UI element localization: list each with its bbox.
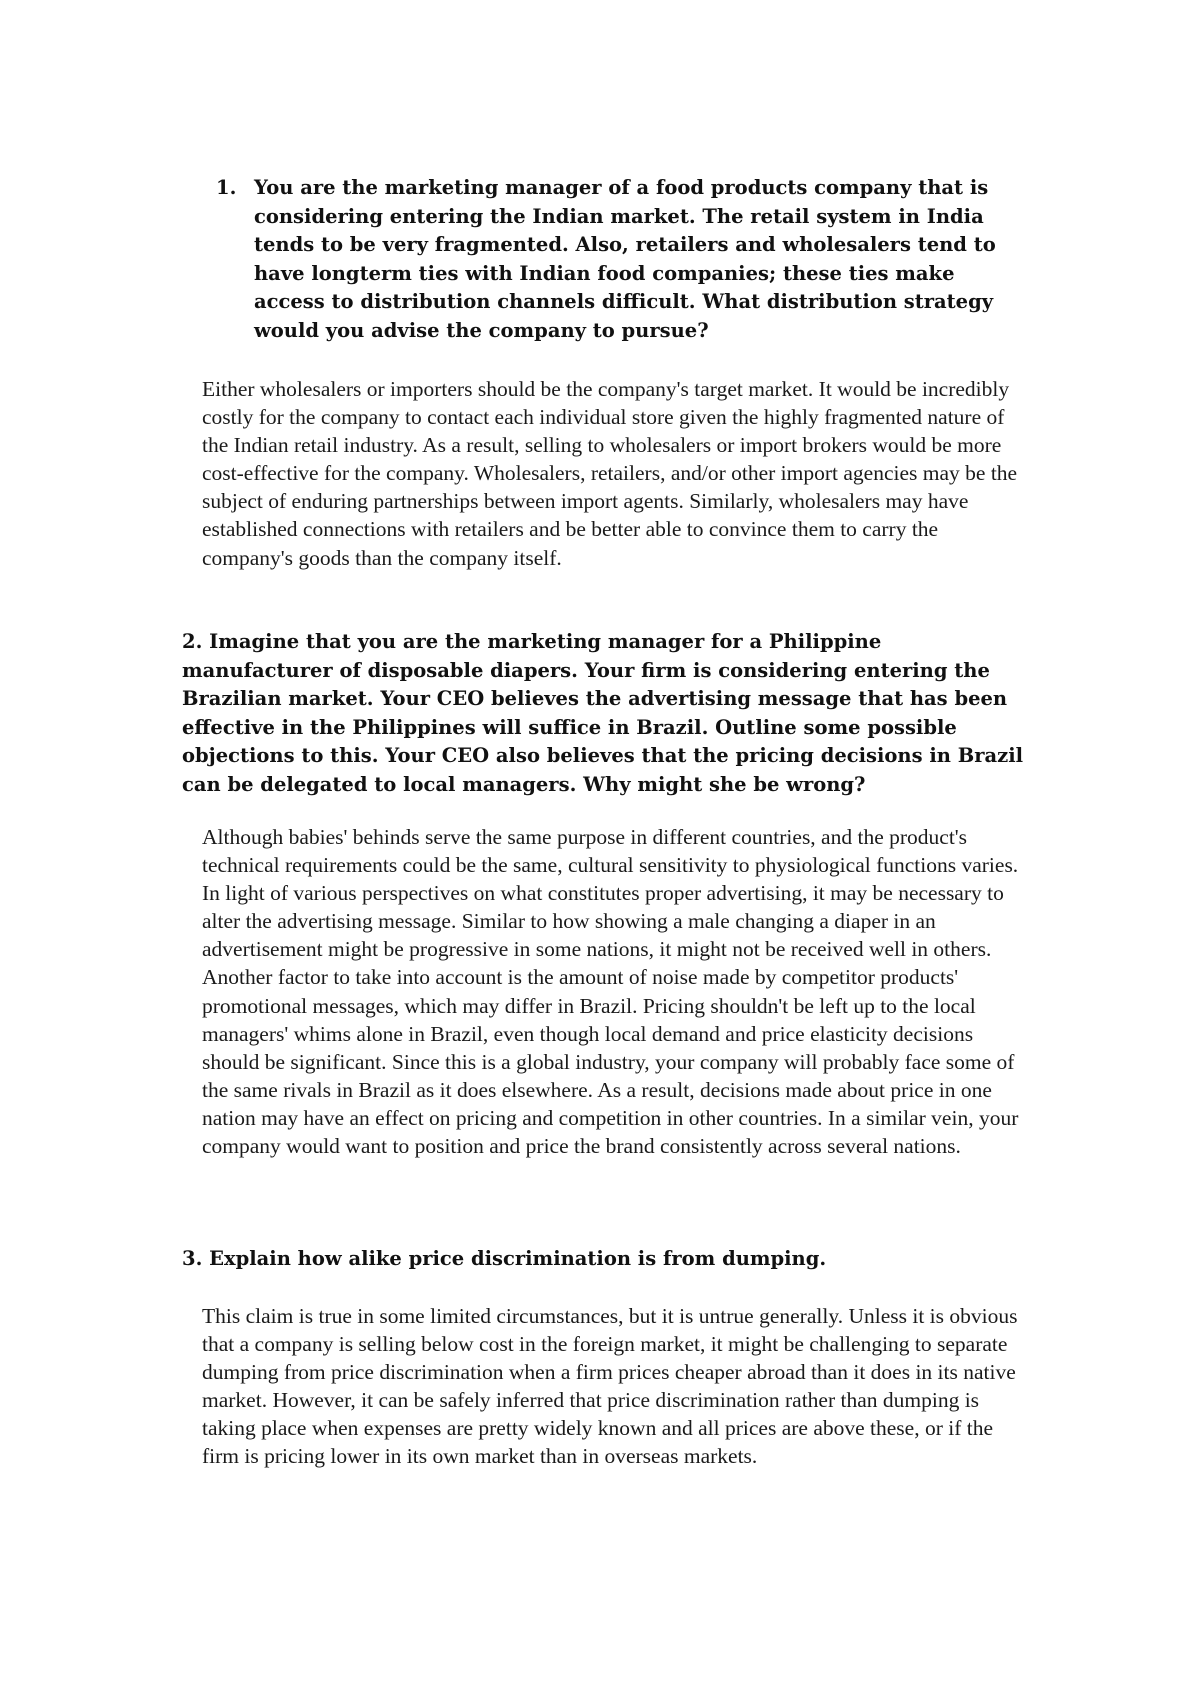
question-3: 3. Explain how alike price discrimination is from dumping.: [182, 1247, 827, 1270]
answer-2: Although babies' behinds serve the same purpose in different countries, and the product's technical requirements could be the same, cultural sensitivity to physiological functions varies. In light of various perspectives on what constitutes proper advertising, it may be necessary to alter the advertising message. Similar to how showing a male changing a diaper in an advertisement might be progressive in some nations, it might not be received well in others. Another factor to take into account is the amount of noise made by competitor products' promotional messages, which may differ in Brazil. Pricing shouldn't be left up to the local managers' whims alone in Brazil, even though local demand and price elasticity decisions should be significant. Since this is a global industry, your company will probably face some of the same rivals in Brazil as it does elsewhere. As a result, decisions made about price in one nation may have an effect on pricing and competition in other countries. In a similar vein, your company would want to position and price the brand consistently across several nations.: [202, 825, 1019, 1159]
answer-1: Either wholesalers or importers should be the company's target market. It would be incredibly costly for the company to contact each individual store given the highly fragmented nature of the Indian retail industry. As a result, selling to wholesalers or import brokers would be more cost-effective for the company. Wholesalers, retailers, and/or other import agencies may be the subject of enduring partnerships between import agents. Similarly, wholesalers may have established connections with retailers and be better able to convince them to carry the company's goods than the company itself.: [202, 377, 1018, 570]
question-1: [216, 174, 1006, 346]
answer-3: This claim is true in some limited circumstances, but it is untrue generally. Unless it is obvious that a company is selling below cost in the foreign market, it might be challenging to separate dumping from price discrimination when a firm prices cheaper abroad than it does in its native market. However, it can be safely inferred that price discrimination rather than dumping is taking place when expenses are pretty widely known and all prices are above these, or if the firm is pricing lower in its own market than in overseas markets.: [202, 1304, 1018, 1469]
question-2: 2. Imagine that you are the marketing manager for a Philippine manufacturer of disposable diapers. Your firm is considering entering the Brazilian market. Your CEO believes the advertising message that has been effective in the Philippines will suffice in Brazil. Outline some possible objections to this. Your CEO also believes that the pricing decisions in Brazil can be delegated to local managers. Why might she be wrong?: [182, 630, 1024, 796]
question-1-number: 1.: [216, 176, 237, 199]
question-1-text: You are the marketing manager of a food products company that is considering entering the Indian market. The retail system in India tends to be very fragmented. Also, retailers and wholesalers tend to have longterm ties with Indian food companies; these ties make access to distribution channels difficult. What distribution strategy would you advise the company to pursue?: [254, 176, 996, 342]
